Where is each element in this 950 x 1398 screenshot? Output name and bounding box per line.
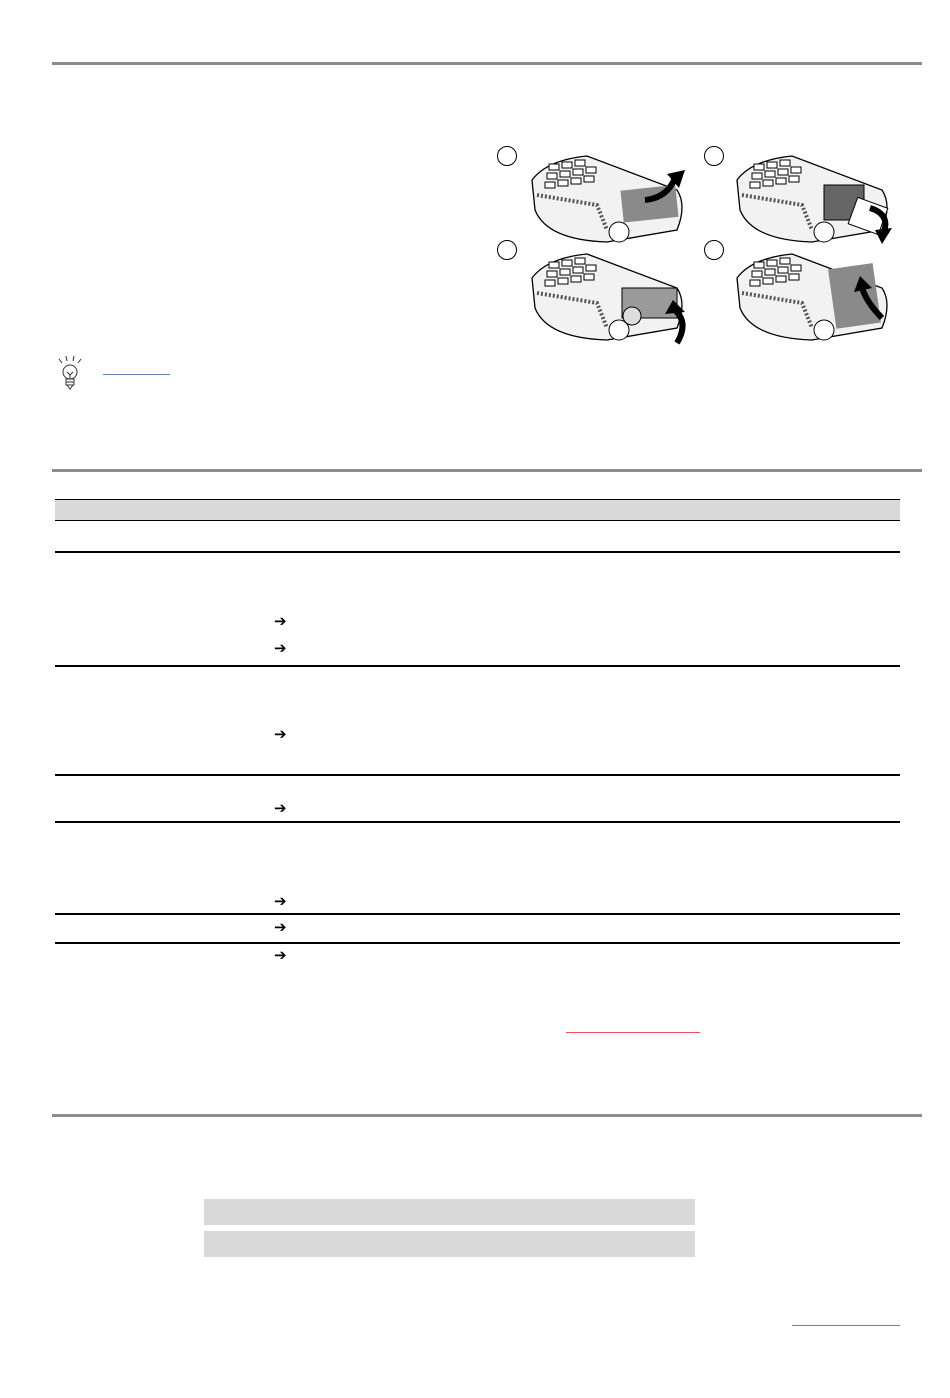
terminal-step-3-image <box>527 248 692 348</box>
table-header <box>55 499 900 521</box>
section-rule-middle <box>52 469 922 472</box>
step-number-1 <box>497 146 517 166</box>
table-row-divider <box>55 913 900 915</box>
info-bar-2 <box>204 1231 695 1257</box>
arrow-icon: ➔ <box>274 946 287 964</box>
terminal-step-1-image <box>527 150 692 245</box>
terminal-step-4-image <box>732 248 897 348</box>
tip-link[interactable] <box>103 374 170 375</box>
arrow-icon: ➔ <box>274 725 287 743</box>
lightbulb-icon <box>55 355 85 393</box>
table-row-divider <box>55 942 900 944</box>
terminal-step-2-image <box>732 150 897 245</box>
step-number-2 <box>704 146 724 166</box>
arrow-icon: ➔ <box>274 892 287 910</box>
arrow-icon: ➔ <box>274 918 287 936</box>
reference-link[interactable] <box>566 1032 700 1033</box>
step-number-3 <box>497 240 517 260</box>
section-rule-top <box>52 62 922 65</box>
arrow-icon: ➔ <box>274 799 287 817</box>
arrow-icon: ➔ <box>274 612 287 630</box>
info-bar-1 <box>204 1199 695 1225</box>
table-row-divider <box>55 821 900 823</box>
footer-link[interactable] <box>792 1325 900 1326</box>
table-row-divider <box>55 774 900 776</box>
table-row-divider <box>55 665 900 667</box>
step-number-4 <box>704 240 724 260</box>
arrow-icon: ➔ <box>274 639 287 657</box>
section-rule-bottom <box>52 1114 922 1117</box>
table-row-divider <box>55 551 900 553</box>
